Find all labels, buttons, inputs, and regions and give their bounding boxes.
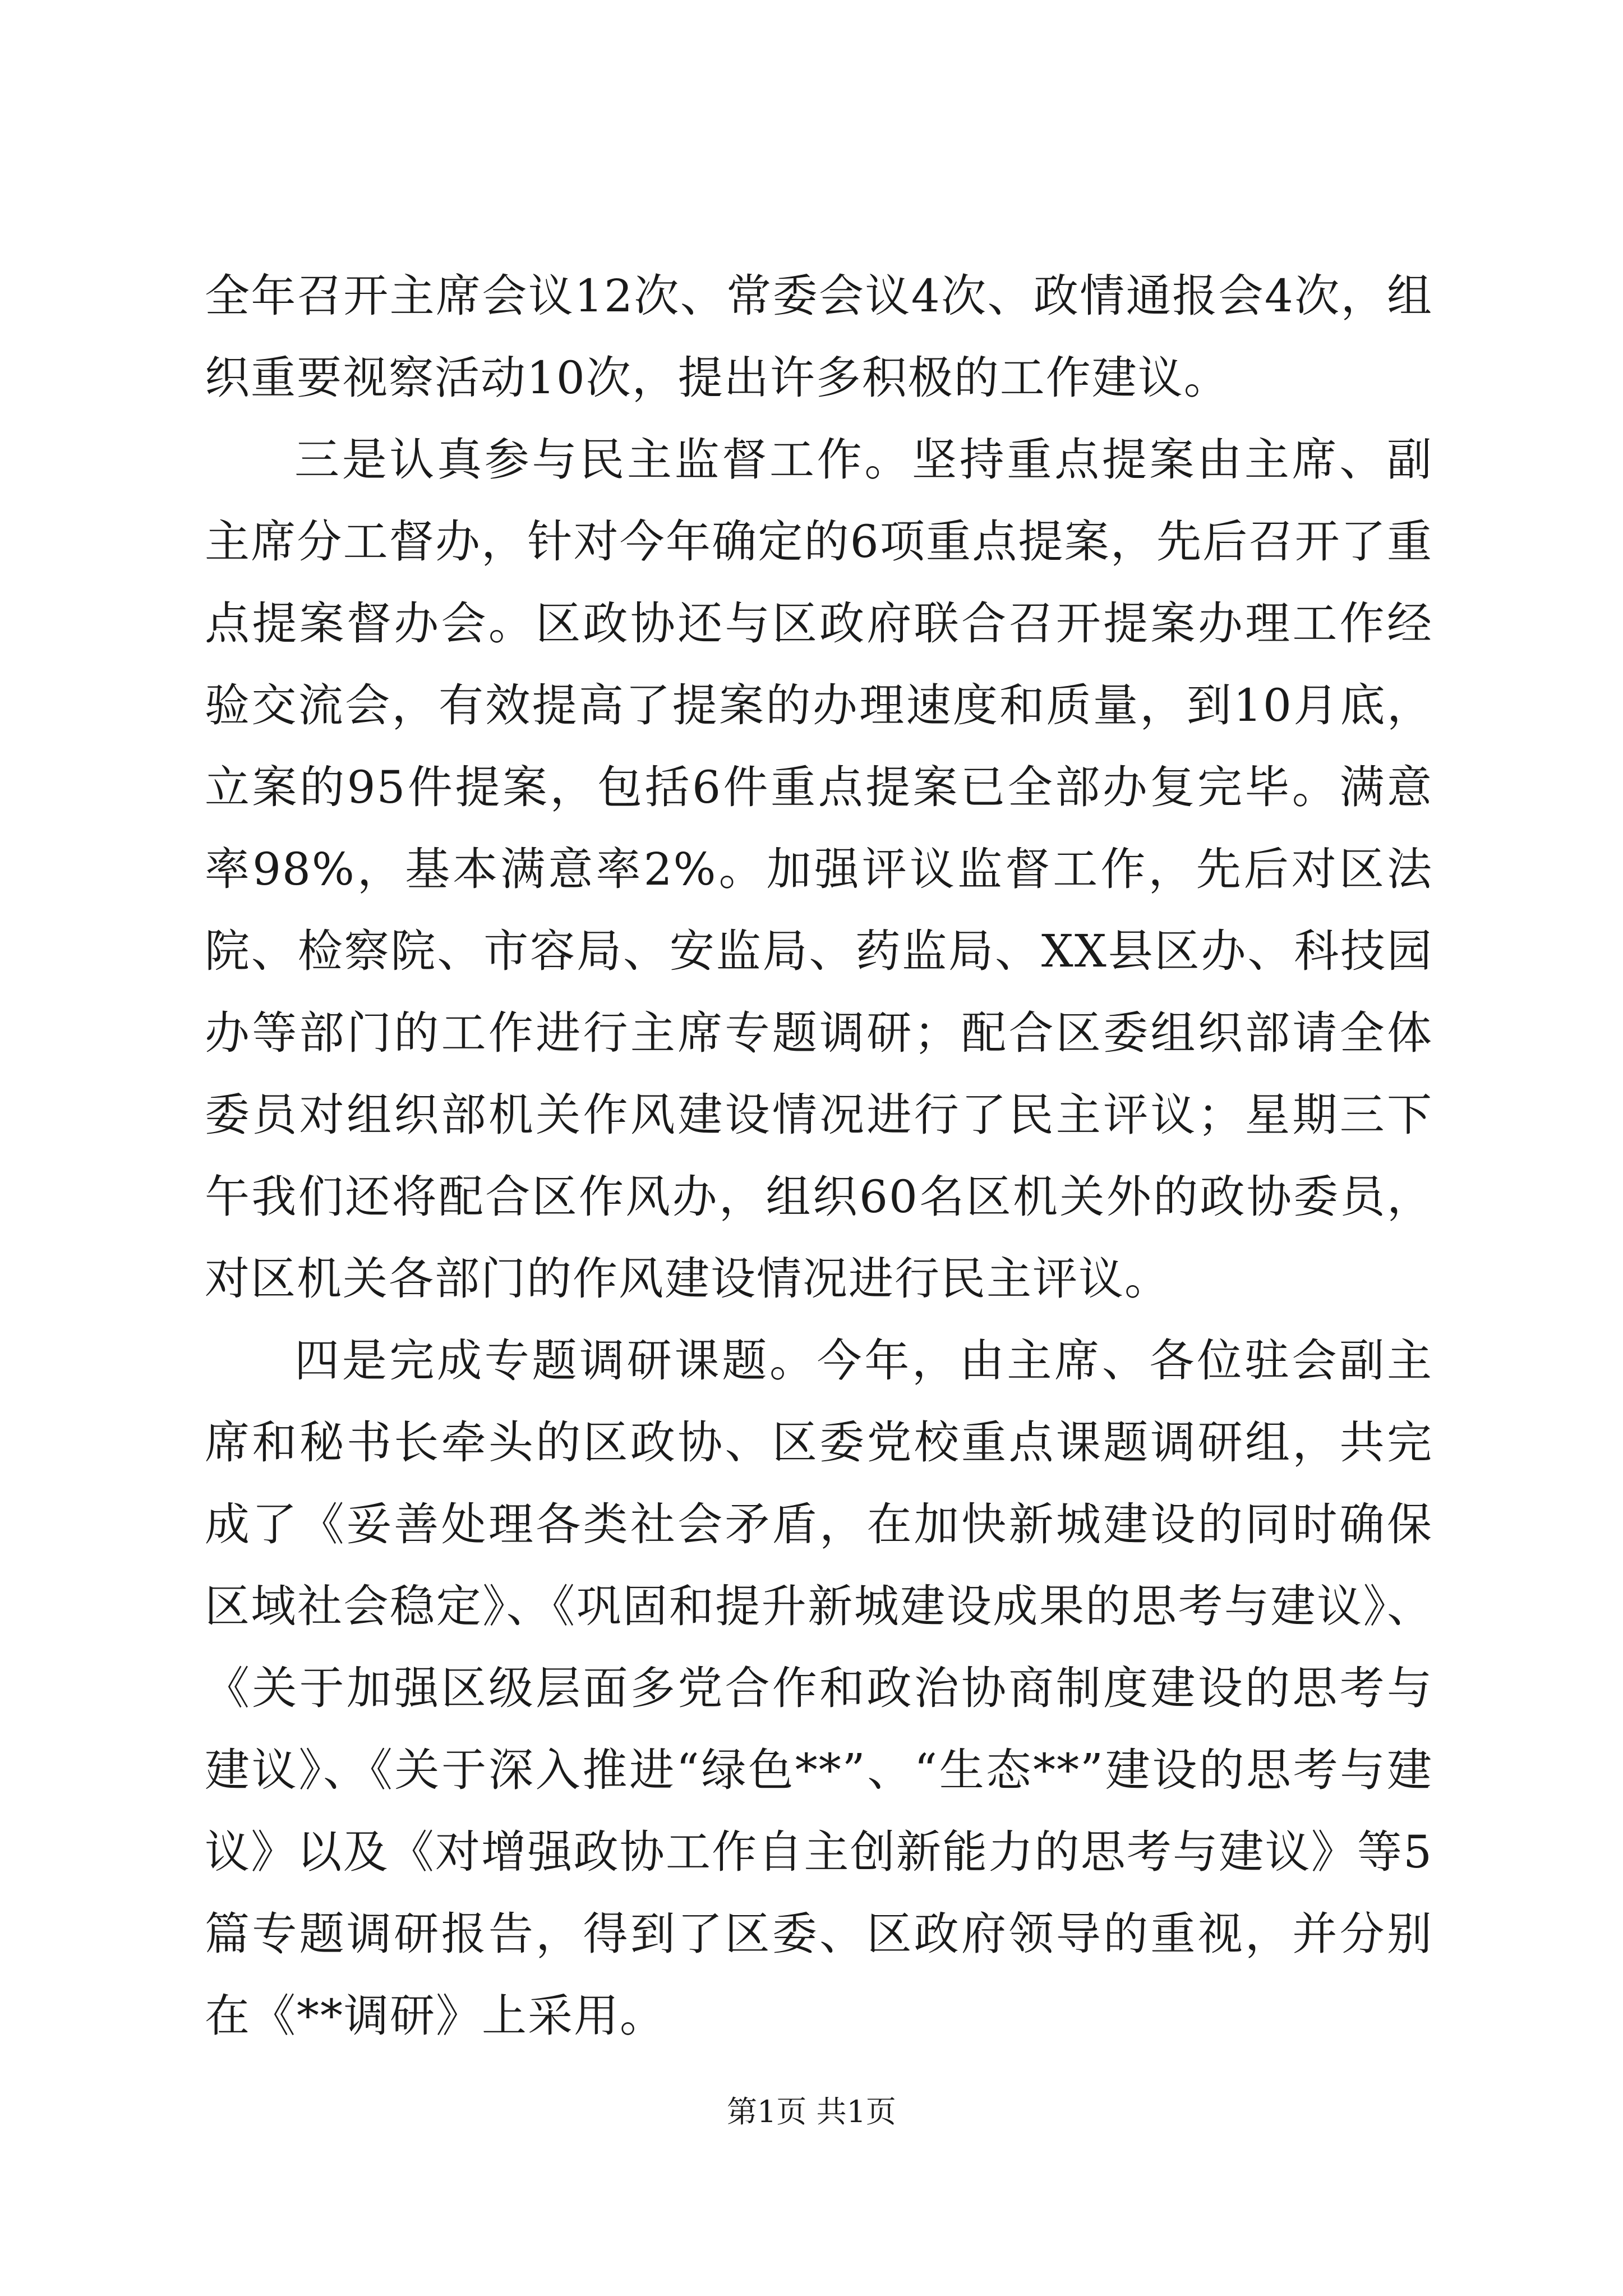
- document-body: [205, 255, 1433, 2057]
- page-footer: 第1页 共1页: [727, 2094, 896, 2129]
- paragraph-research-topics: 四是完成专题调研课题。今年，由主席、各位驻会副主席和秘书长牵头的区政协、区委党校重点课题调研组，共完成了《妥善处理各类社会矛盾，在加快新城建设的同时确保区域社会稳定》、《巩固和提升新城建设成果的思考与建议》、《关于加强区级层面多党合作和政治协商制度建设的思考与建议》、《关于深入推进“绿色**”、“生态**”建设的思考与建议》以及《对增强政协工作自主创新能力的思考与建议》等5篇专题调研报告，得到了区委、区政府领导的重视，并分别在《**调研》上采用。: [205, 1335, 1433, 2042]
- paragraph-democratic-supervision: 三是认真参与民主监督工作。坚持重点提案由主席、副主席分工督办，针对今年确定的6项重点提案，先后召开了重点提案督办会。区政协还与区政府联合召开提案办理工作经验交流会，有效提高了提案的办理速度和质量，到10月底，立案的95件提案，包括6件重点提案已全部办复完毕。满意率98%，基本满意率2%。加强评议监督工作，先后对区法院、检察院、市容局、安监局、药监局、XX县区办、科技园办等部门的工作进行主席专题调研；配合区委组织部请全体委员对组织部机关作风建设情况进行了民主评议；星期三下午我们还将配合区作风办，组织60名区机关外的政协委员，对区机关各部门的作风建设情况进行民主评议。: [205, 434, 1433, 1305]
- paragraph-continued: 全年召开主席会议12次、常委会议4次、政情通报会4次，组织重要视察活动10次，提出许多积极的工作建议。: [205, 270, 1433, 404]
